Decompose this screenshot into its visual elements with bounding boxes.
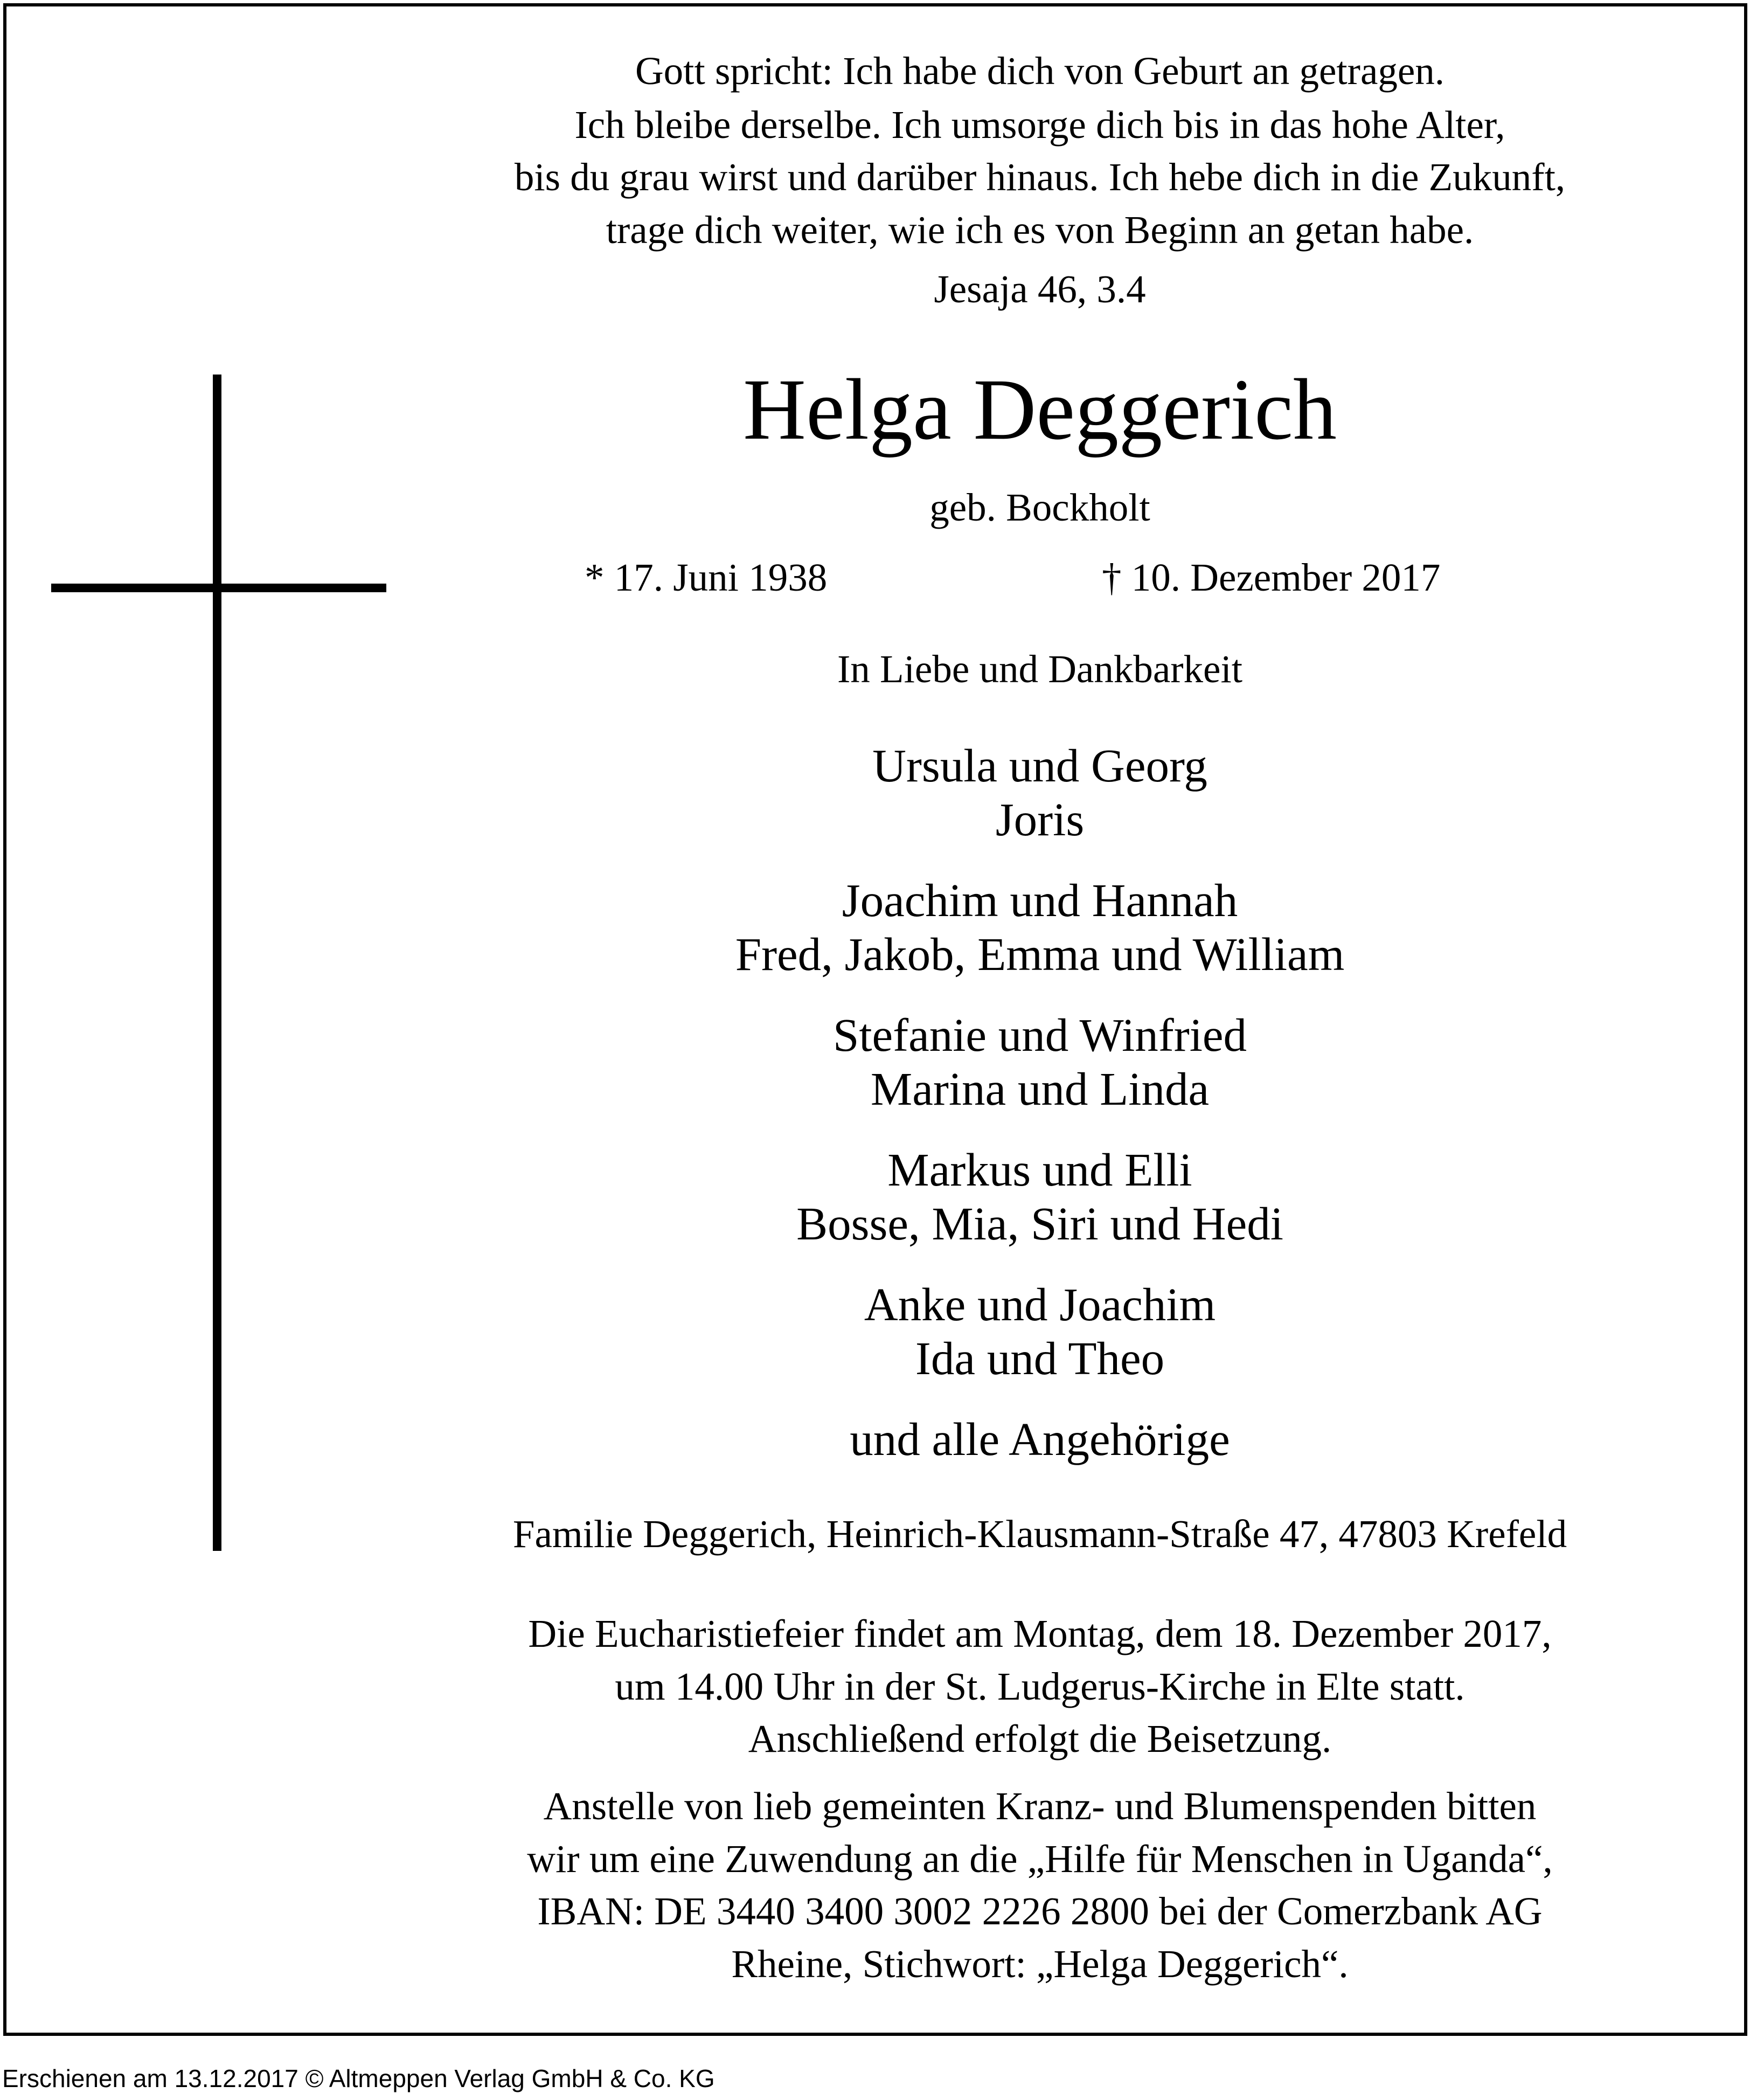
mourner-line: Fred, Jakob, Emma und William [735,928,1345,980]
cross-icon-bar [51,584,386,592]
publication-footer: Erschienen am 13.12.2017 © Altmeppen Verlag GmbH & Co. KG [2,2064,715,2092]
family-address: Familie Deggerich, Heinrich-Klausmann-Straße 47, 47803 Krefeld [512,1512,1567,1556]
quote-line: trage dich weiter, wie ich es von Beginn an getan habe. [606,208,1474,252]
donation-line: Anstelle von lieb gemeinten Kranz- und Blumenspenden bitten [543,1784,1537,1828]
quote-line: bis du grau wirst und darüber hinaus. Ich hebe dich in die Zukunft, [514,155,1566,199]
notice-content [420,0,1659,2100]
cross-icon [213,375,221,1551]
donation-line: wir um eine Zuwendung an die „Hilfe für Menschen in Uganda“, [527,1837,1553,1881]
mourner-line: Stefanie und Winfried [832,1009,1247,1061]
deceased-name: Helga Deggerich [743,362,1337,458]
quote-source: Jesaja 46, 3.4 [934,267,1146,311]
mourner-line: Marina und Linda [870,1063,1210,1115]
maiden-name: geb. Bockholt [929,486,1150,529]
mourner-line: Ursula und Georg [872,739,1207,792]
service-line: um 14.00 Uhr in der St. Ludgerus-Kirche in Elte statt. [615,1665,1465,1708]
mourner-line: Joachim und Hannah [842,874,1238,926]
quote-line: Gott spricht: Ich habe dich von Geburt an getragen. [635,49,1445,93]
mourner-line: Ida und Theo [915,1332,1165,1384]
mourner-line: Joris [995,793,1085,845]
donation-line: IBAN: DE 3440 3400 3002 2226 2800 bei der Comerzbank AG [537,1889,1543,1933]
mourner-line: Bosse, Mia, Siri und Hedi [796,1197,1283,1250]
donation-line: Rheine, Stichwort: „Helga Deggerich“. [731,1942,1349,1986]
quote-line: Ich bleibe derselbe. Ich umsorge dich bis in das hohe Alter, [574,103,1505,147]
birth-date: * 17. Juni 1938 [585,556,828,599]
service-line: Anschließend erfolgt die Beisetzung. [748,1717,1332,1761]
death-date: † 10. Dezember 2017 [1102,556,1441,599]
mourner-line: Anke und Joachim [864,1278,1216,1330]
dedication: In Liebe und Dankbarkeit [837,647,1243,691]
service-line: Die Eucharistiefeier findet am Montag, dem 18. Dezember 2017, [528,1612,1552,1655]
mourner-line: Markus und Elli [887,1143,1192,1196]
relatives-line: und alle Angehörige [850,1413,1230,1465]
